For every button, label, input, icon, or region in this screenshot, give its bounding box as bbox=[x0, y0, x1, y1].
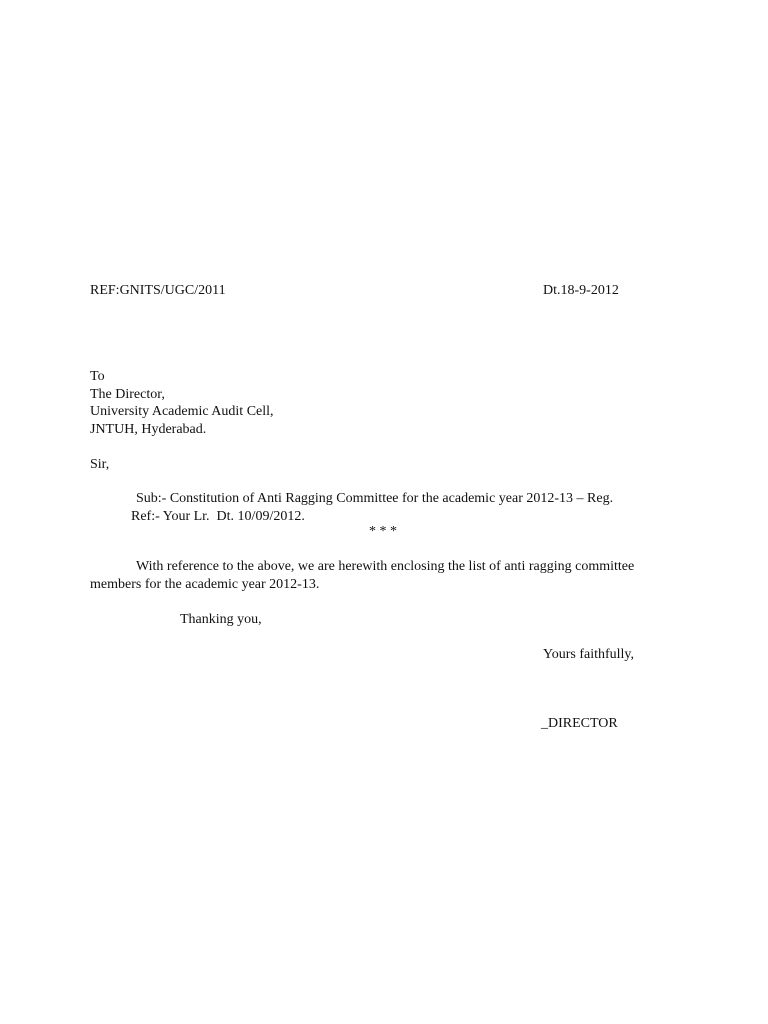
addressee-line-1: The Director, bbox=[90, 386, 165, 402]
subject-line: Sub:- Constitution of Anti Ragging Committee for the academic year 2012-13 – Reg. bbox=[136, 491, 614, 506]
thanking-line: Thanking you, bbox=[180, 612, 262, 627]
addressee-line-2: University Academic Audit Cell, bbox=[90, 404, 274, 419]
salutation: Sir, bbox=[90, 457, 110, 472]
body-paragraph bbox=[90, 558, 690, 594]
letter-date: Dt.18-9-2012 bbox=[543, 283, 619, 298]
closing-line: Yours faithfully, bbox=[543, 647, 635, 662]
to-label: To bbox=[90, 369, 105, 384]
signatory: _DIRECTOR bbox=[541, 716, 618, 731]
reference-line: Ref:- Your Lr. Dt. 10/09/2012. bbox=[131, 509, 305, 524]
addressee-line-3: JNTUH, Hyderabad. bbox=[90, 421, 207, 437]
reference-number: REF:GNITS/UGC/2011 bbox=[90, 283, 226, 298]
separator-stars: * * * bbox=[369, 524, 397, 539]
address-block bbox=[90, 368, 274, 438]
body-line-2: members for the academic year 2012-13. bbox=[90, 577, 320, 592]
body-line-1: With reference to the above, we are herewith enclosing the list of anti ragging committee bbox=[136, 559, 635, 574]
